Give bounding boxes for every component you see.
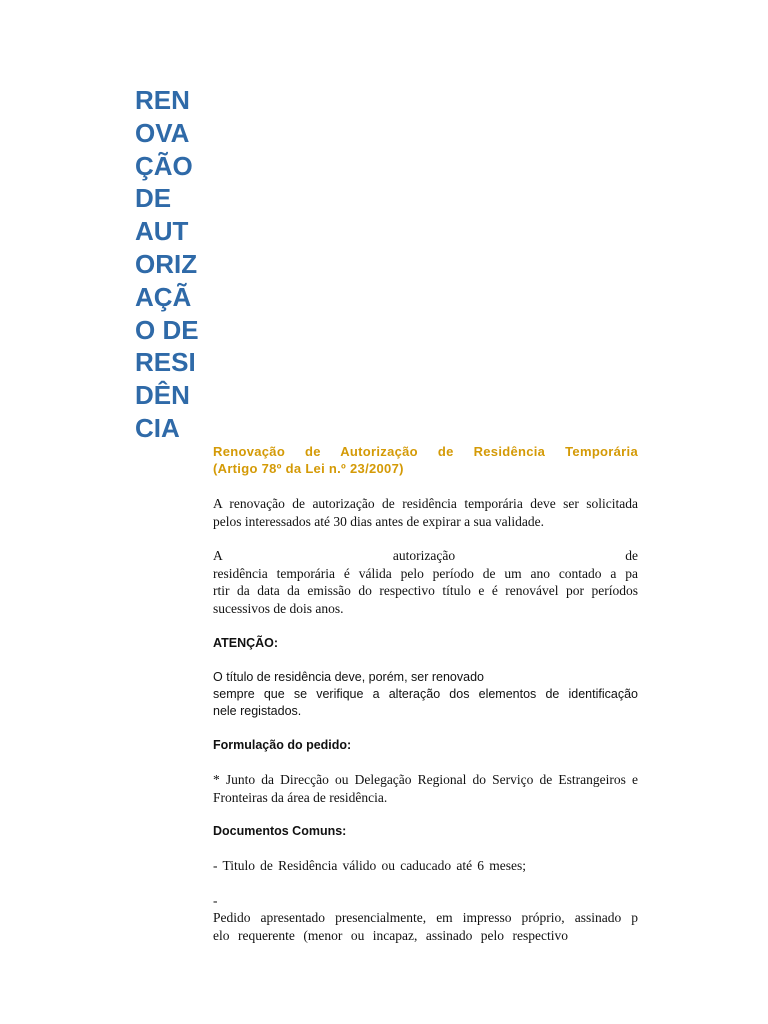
paragraph-line: * Junto da Direcção ou Delegação Regional do Serviço de Estrangeiros e bbox=[213, 772, 638, 787]
paragraph-line-text: elo requerente (menor ou incapaz, assinado pelo respectivo bbox=[213, 927, 568, 943]
paragraph-line: residência temporária é válida pelo período de um ano contado a pa bbox=[213, 565, 638, 581]
word: autorização bbox=[392, 548, 456, 563]
title-line: AÇÃ bbox=[135, 281, 192, 312]
paragraph-line: Fronteiras da área de residência. bbox=[213, 789, 388, 805]
paragraph-line: A renovação de autorização de residência temporária deve ser solicitada bbox=[213, 496, 638, 511]
title-line: ORIZ bbox=[135, 248, 198, 279]
heading-atencao: ATENÇÃO: bbox=[213, 636, 279, 650]
heading-documentos: Documentos Comuns: bbox=[213, 824, 347, 838]
title-line: CIA bbox=[135, 412, 180, 443]
paragraph-line bbox=[213, 927, 568, 945]
title-line: DÊN bbox=[135, 380, 190, 411]
paragraph-atencao bbox=[213, 669, 638, 720]
paragraph-line: rtir da data da emissão do respectivo título e é renovável por períodos bbox=[213, 583, 638, 598]
paragraph-validade bbox=[213, 547, 638, 617]
document-body bbox=[213, 443, 638, 944]
paragraph-line: nele registados. bbox=[213, 704, 302, 718]
paragraph-line: pelos interessados até 30 dias antes de expirar a sua validade. bbox=[213, 513, 545, 529]
subtitle-line: Renovação de Autorização de Residência Temporária bbox=[213, 444, 638, 459]
document-item-titulo bbox=[213, 857, 526, 875]
paragraph-renovacao bbox=[213, 495, 638, 530]
subtitle-line: (Artigo 78º da Lei n.º 23/2007) bbox=[213, 461, 404, 476]
document-title bbox=[135, 84, 215, 445]
paragraph-line bbox=[213, 547, 638, 565]
section-subtitle bbox=[213, 443, 638, 477]
title-line: OVA bbox=[135, 117, 190, 148]
word: de bbox=[625, 548, 638, 563]
title-line: O DE bbox=[135, 314, 199, 345]
title-line: RESI bbox=[135, 347, 196, 378]
document-item-pedido bbox=[213, 892, 638, 945]
paragraph-line: sempre que se verifique a alteração dos elementos de identificação bbox=[213, 687, 638, 701]
paragraph-line: Pedido apresentado presencialmente, em impresso próprio, assinado p bbox=[213, 910, 638, 925]
word: A bbox=[213, 548, 223, 563]
title-line: REN bbox=[135, 85, 190, 115]
paragraph-line: O título de residência deve, porém, ser renovado bbox=[213, 670, 484, 684]
heading-formulacao: Formulação do pedido: bbox=[213, 738, 352, 752]
paragraph-line: sucessivos de dois anos. bbox=[213, 600, 344, 616]
title-line: DE bbox=[135, 183, 172, 214]
title-line: AUT bbox=[135, 216, 189, 247]
title-line: ÇÃO bbox=[135, 150, 193, 181]
list-item: - Titulo de Residência válido ou caducado até 6 meses; bbox=[213, 858, 526, 873]
list-dash: - bbox=[213, 892, 218, 908]
paragraph-formulacao bbox=[213, 771, 638, 806]
